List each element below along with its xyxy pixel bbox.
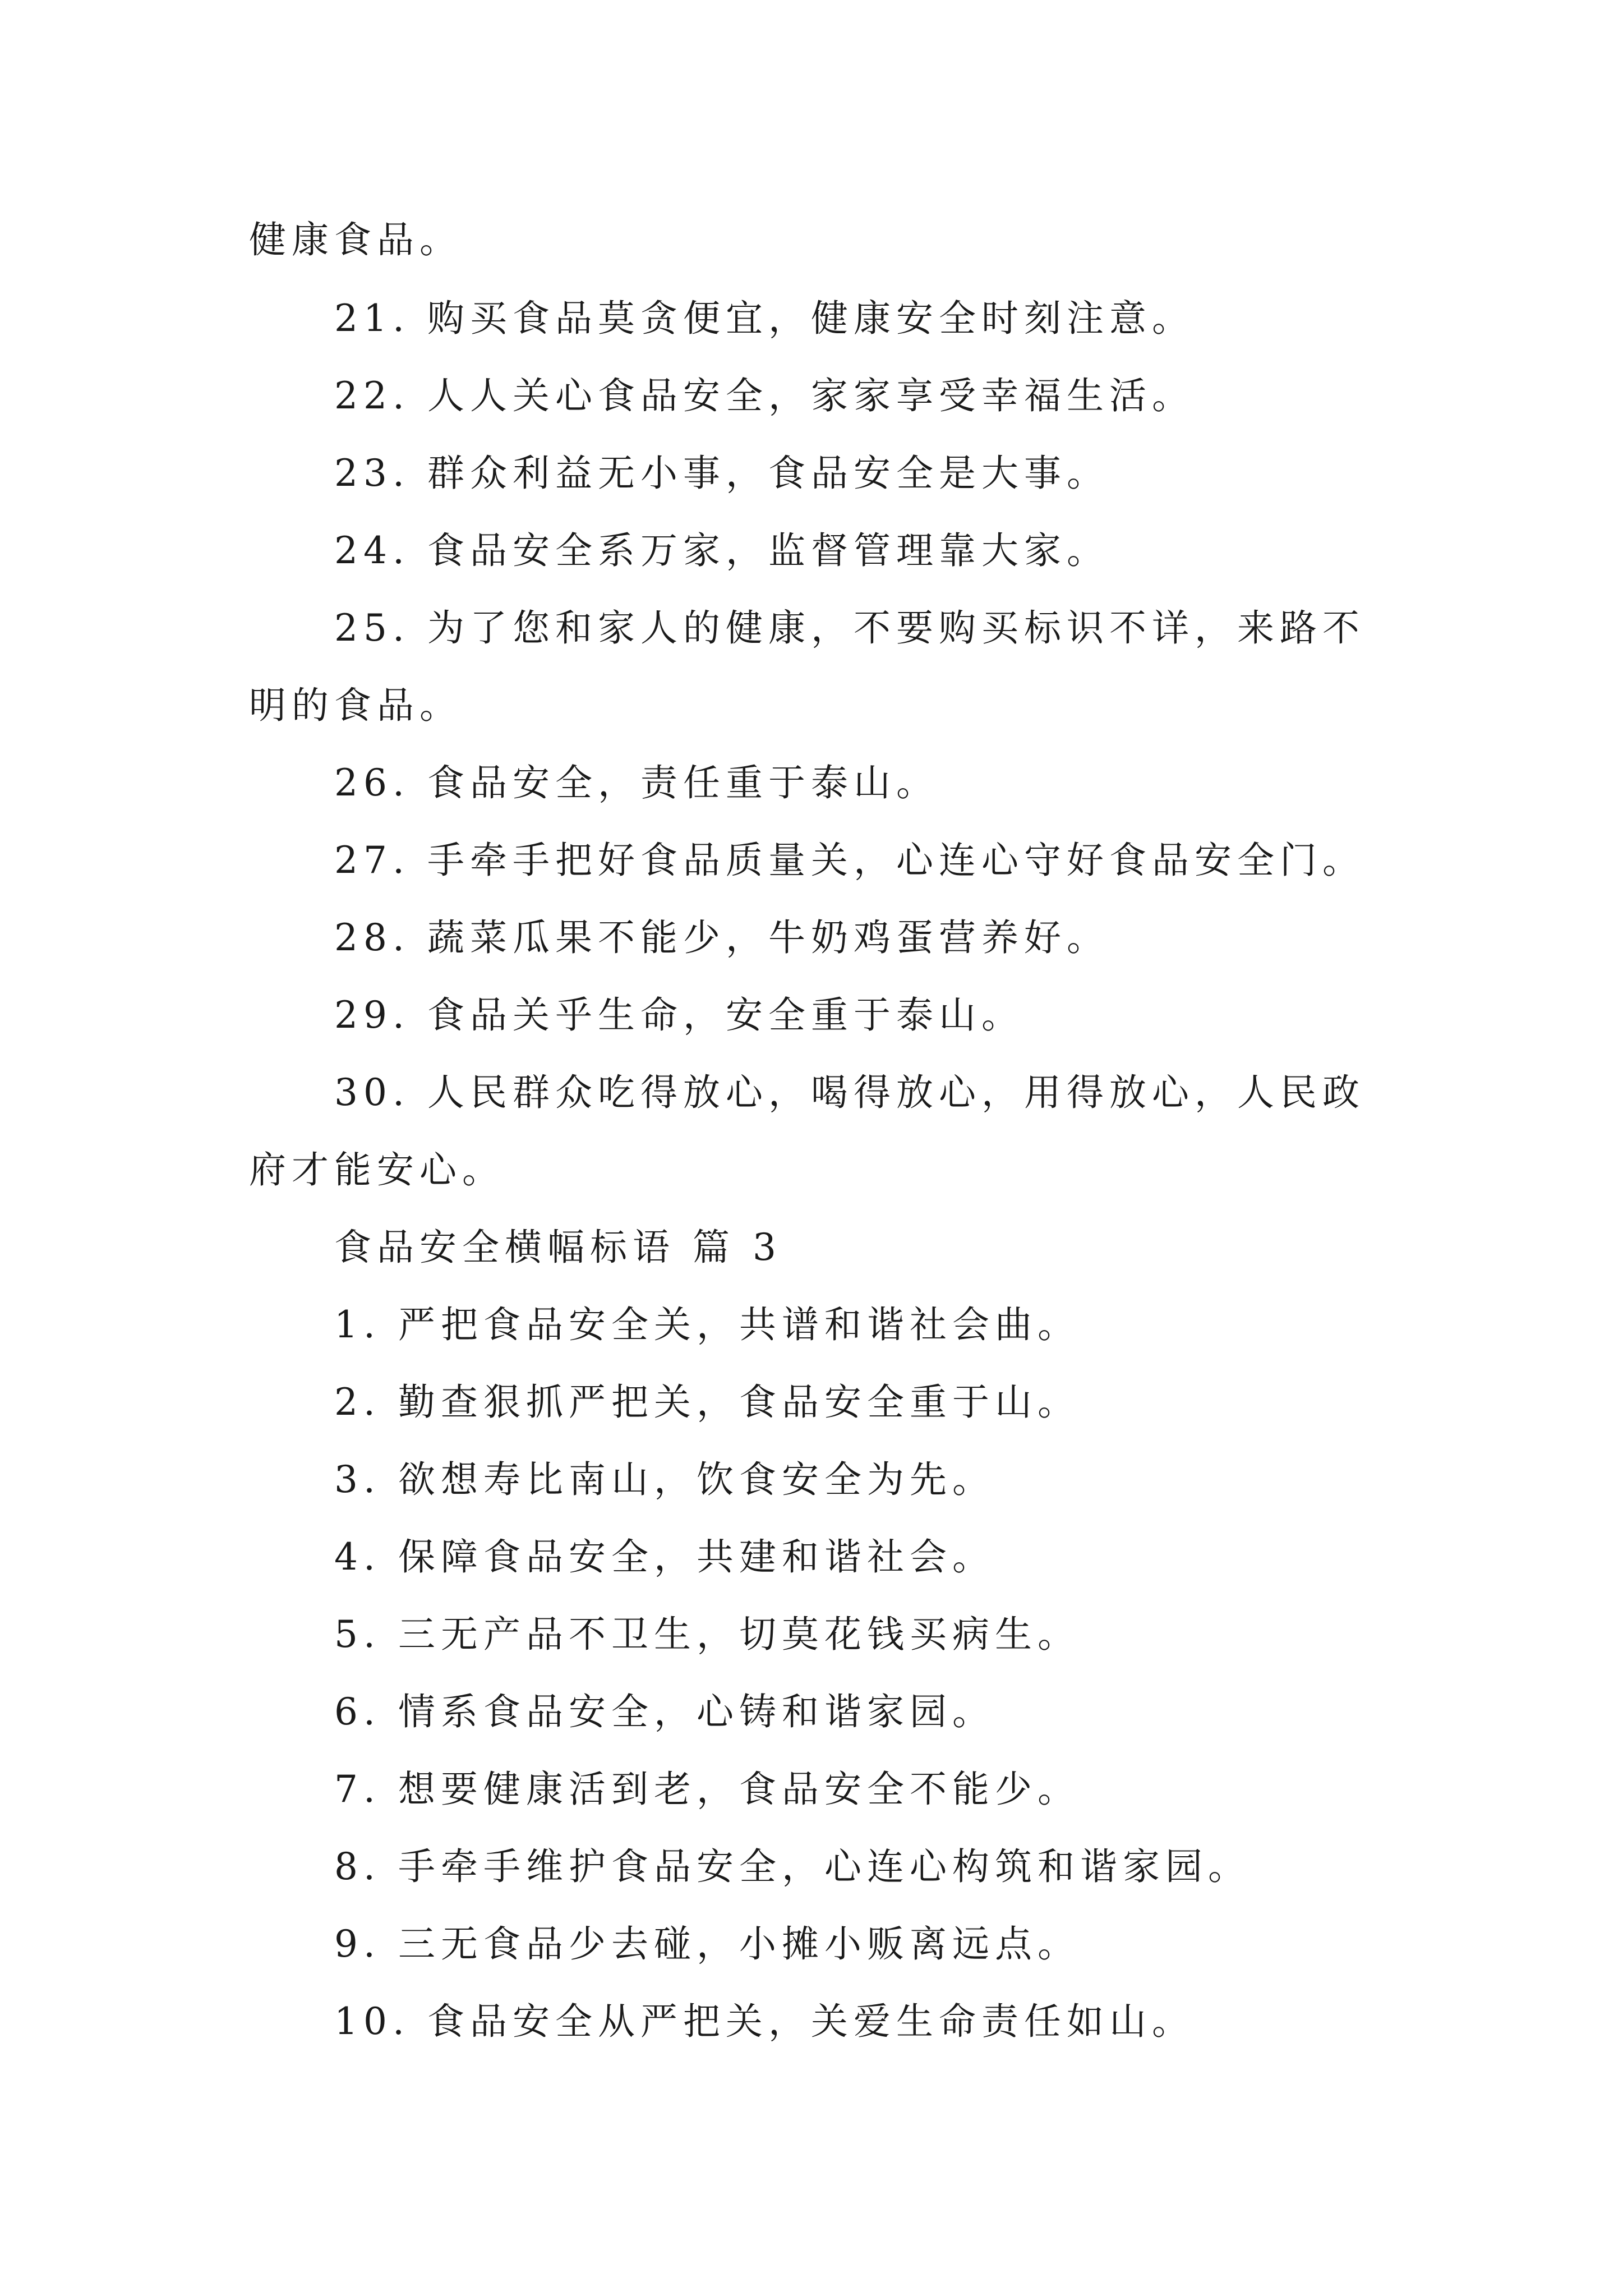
slogan-item-30-continuation: 府才能安心。: [249, 1148, 505, 1191]
section-heading: 食品安全横幅标语 篇 3: [334, 1226, 782, 1269]
slogan-item-4: 4. 保障食品安全，共建和谐社会。: [334, 1535, 995, 1579]
slogan-item-5: 5. 三无产品不卫生，切莫花钱买病生。: [334, 1613, 1080, 1656]
slogan-item-6: 6. 情系食品安全，心铸和谐家园。: [334, 1690, 995, 1733]
slogan-item-1: 1. 严把食品安全关，共谱和谐社会曲。: [334, 1303, 1080, 1346]
slogan-item-22: 22. 人人关心食品安全，家家享受幸福生活。: [334, 374, 1195, 417]
slogan-item-28: 28. 蔬菜瓜果不能少，牛奶鸡蛋营养好。: [334, 916, 1109, 959]
slogan-item-21: 21. 购买食品莫贪便宜，健康安全时刻注意。: [334, 297, 1195, 340]
slogan-item-9: 9. 三无食品少去碰，小摊小贩离远点。: [334, 1922, 1080, 1966]
slogan-item-8: 8. 手牵手维护食品安全，心连心构筑和谐家园。: [334, 1845, 1251, 1888]
slogan-item-23: 23. 群众利益无小事，食品安全是大事。: [334, 452, 1109, 495]
slogan-item-3: 3. 欲想寿比南山，饮食安全为先。: [334, 1458, 995, 1501]
slogan-item-30: 30. 人民群众吃得放心，喝得放心，用得放心，人民政: [334, 1071, 1365, 1114]
slogan-item-24: 24. 食品安全系万家，监督管理靠大家。: [334, 529, 1109, 572]
slogan-item-2: 2. 勤查狠抓严把关，食品安全重于山。: [334, 1381, 1080, 1424]
slogan-item-26: 26. 食品安全，责任重于泰山。: [334, 761, 939, 804]
slogan-item-27: 27. 手牵手把好食品质量关，心连心守好食品安全门。: [334, 839, 1365, 882]
slogan-item-10: 10. 食品安全从严把关，关爱生命责任如山。: [334, 2000, 1195, 2043]
slogan-item-25: 25. 为了您和家人的健康，不要购买标识不详，来路不: [334, 606, 1365, 650]
slogan-item-7: 7. 想要健康活到老，食品安全不能少。: [334, 1768, 1080, 1811]
text-line-continuation: 健康食品。: [249, 218, 462, 261]
slogan-item-29: 29. 食品关乎生命，安全重于泰山。: [334, 993, 1024, 1037]
slogan-item-25-continuation: 明的食品。: [249, 684, 462, 727]
